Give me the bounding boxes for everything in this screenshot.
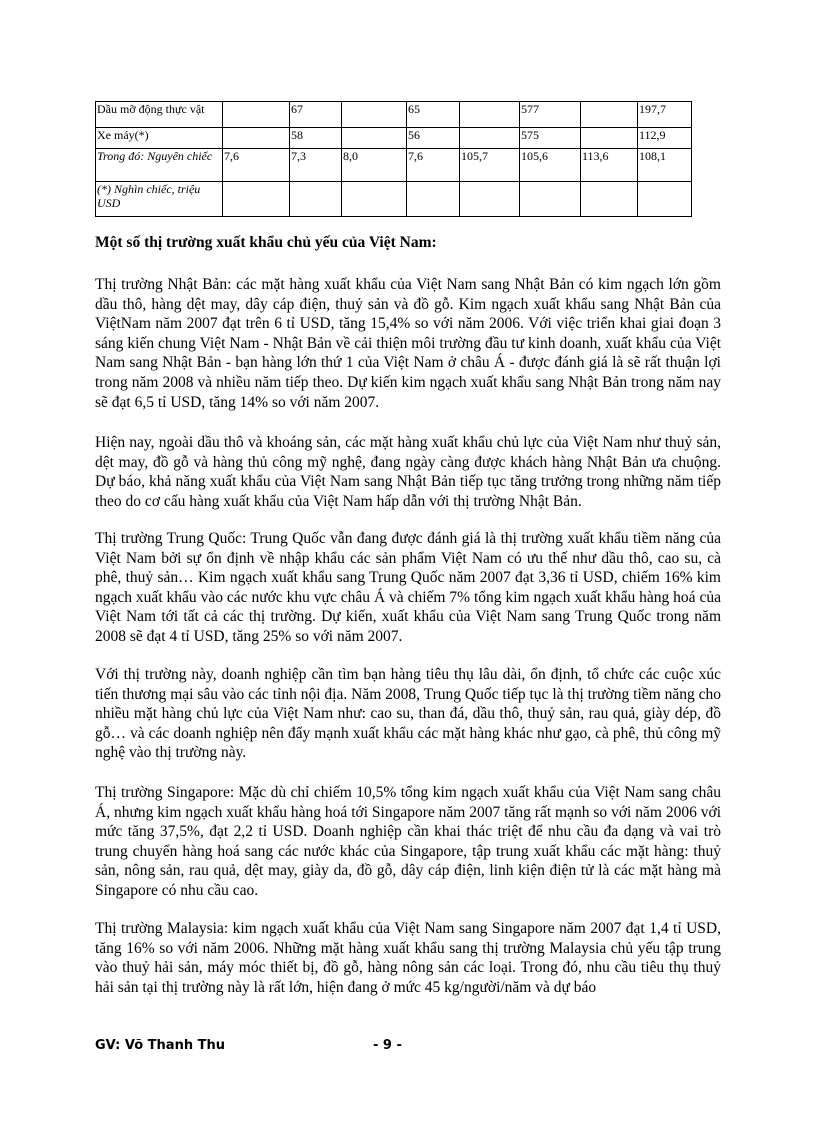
table-cell: 56	[407, 128, 460, 149]
table-cell: 113,6	[581, 149, 638, 182]
table-cell: 65	[407, 102, 460, 128]
table-cell	[342, 102, 407, 128]
footer-author: GV: Võ Thanh Thu	[95, 1038, 225, 1053]
table-cell: 7,6	[223, 149, 290, 182]
table-cell	[581, 102, 638, 128]
table-cell: 577	[520, 102, 581, 128]
section-heading: Một số thị trường xuất khẩu chủ yếu của Việt Nam:	[95, 234, 437, 251]
table-cell	[407, 182, 460, 217]
paragraph-japan: Thị trường Nhật Bản: các mặt hàng xuất khẩu của Việt Nam sang Nhật Bản có kim ngạch lớn gồm dầu thô, hàng dệt may, dây cáp điện, thuỷ sản và đồ gỗ. Kim ngạch xuất khẩu sang Nhật Bản của ViệtNam năm 2007 đạt trên 6 tỉ USD, tăng 15,4% so với năm 2006. Với việc triển khai giai đoạn 3 sáng kiến chung Việt Nam - Nhật Bản về cải thiện môi trường đầu tư kinh doanh, xuất khẩu của Việt Nam sang Nhật Bản - bạn hàng lớn thứ 1 của Việt Nam ở châu Á - được đánh giá là sẽ rất thuận lợi trong năm 2008 và nhiều năm tiếp theo. Dự kiến kim ngạch xuất khẩu sang Nhật Bản trong năm nay sẽ đạt 6,5 tỉ USD, tăng 14% so với năm 2007.	[95, 276, 721, 411]
table-cell: 108,1	[638, 149, 692, 182]
table-cell	[223, 182, 290, 217]
table-cell: 8,0	[342, 149, 407, 182]
table-cell	[638, 182, 692, 217]
paragraph-japan-outlook: Hiện nay, ngoài dầu thô và khoáng sản, các mặt hàng xuất khẩu chủ lực của Việt Nam như thuỷ sản, dệt may, đồ gỗ và hàng thủ công mỹ nghệ, đang ngày càng được khách hàng Nhật Bản ưa chuộng. Dự báo, khả năng xuất khẩu của Việt Nam sang Nhật Bản tiếp tục tăng trưởng trong những năm tiếp theo do cơ cấu hàng xuất khẩu của Việt Nam hấp dẫn với thị trường Nhật Bản.	[95, 434, 721, 510]
table-cell: 67	[290, 102, 342, 128]
table-row	[96, 182, 692, 217]
table-cell	[290, 182, 342, 217]
table-cell	[342, 128, 407, 149]
table-row-label: Xe máy(*)	[96, 128, 223, 149]
table-cell	[460, 102, 520, 128]
footer-page-number: - 9 -	[373, 1038, 402, 1053]
table-cell	[342, 182, 407, 217]
table-row	[96, 102, 692, 128]
export-data-table	[95, 101, 692, 217]
table-row	[96, 149, 692, 182]
table-cell: 7,6	[407, 149, 460, 182]
table-cell: 575	[520, 128, 581, 149]
table-cell	[581, 128, 638, 149]
table-cell	[460, 182, 520, 217]
table-row-label: Dầu mỡ động thực vật	[96, 102, 223, 128]
table-cell	[520, 182, 581, 217]
table-cell: 105,6	[520, 149, 581, 182]
table-cell	[460, 128, 520, 149]
table-row-label: (*) Nghìn chiếc, triệu USD	[96, 182, 223, 217]
paragraph-china-outlook: Với thị trường này, doanh nghiệp cần tìm bạn hàng tiêu thụ lâu dài, ổn định, tổ chức các cuộc xúc tiến thương mại sâu vào các tỉnh nội địa. Năm 2008, Trung Quốc tiếp tục là thị trường tiềm năng cho nhiều mặt hàng chủ lực của Việt Nam như: cao su, than đá, dầu thô, thuỷ sản, rau quả, giày dép, đồ gỗ… và các doanh nghiệp nên đẩy mạnh xuất khẩu các mặt hàng khác như gạo, cà phê, thủ công mỹ nghệ vào thị trường này.	[95, 666, 721, 762]
table-row-label: Trong đó: Nguyên chiếc	[96, 149, 223, 182]
paragraph-malaysia: Thị trường Malaysia: kim ngạch xuất khẩu của Việt Nam sang Singapore năm 2007 đạt 1,4 tỉ USD, tăng 16% so với năm 2006. Những mặt hàng xuất khẩu sang thị trường Malaysia chủ yếu tập trung vào thuỷ hải sản, máy móc thiết bị, đồ gỗ, hàng nông sản các loại. Trong đó, nhu cầu tiêu thụ thuỷ hải sản tại thị trường này là rất lớn, hiện đang ở mức 45 kg/người/năm và dự báo	[95, 920, 721, 996]
table-cell: 58	[290, 128, 342, 149]
paragraph-singapore: Thị trường Singapore: Mặc dù chỉ chiếm 10,5% tổng kim ngạch xuất khẩu của Việt Nam sang châu Á, nhưng kim ngạch xuất khẩu hàng hoá tới Singapore năm 2007 tăng rất mạnh so với năm 2006 với mức tăng 37,5%, đạt 2,2 tỉ USD. Doanh nghiệp cần khai thác triệt để nhu cầu đa dạng và vai trò trung chuyển hàng hoá sang các nước khác của Singapore, tập trung xuất khẩu các mặt hàng: thuỷ sản, nông sản, rau quả, dệt may, giày da, đồ gỗ, dây cáp điện, linh kiện điện tử là các mặt hàng mà Singapore có nhu cầu cao.	[95, 784, 721, 899]
table-cell	[581, 182, 638, 217]
table-cell	[223, 102, 290, 128]
table-cell: 197,7	[638, 102, 692, 128]
table-cell	[223, 128, 290, 149]
table-row	[96, 128, 692, 149]
table-cell: 7,3	[290, 149, 342, 182]
table-cell: 105,7	[460, 149, 520, 182]
paragraph-china: Thị trường Trung Quốc: Trung Quốc vẫn đang được đánh giá là thị trường xuất khẩu tiềm năng của Việt Nam bởi sự ổn định về nhập khẩu các sản phẩm Việt Nam có ưu thế như dầu thô, cao su, cà phê, thuỷ sản… Kim ngạch xuất khẩu sang Trung Quốc năm 2007 đạt 3,36 tỉ USD, chiếm 16% kim ngạch xuất khẩu vào các nước khu vực châu Á và chiếm 7% tổng kim ngạch xuất khẩu hàng hoá của Việt Nam tới tất cả các thị trường. Dự kiến, xuất khẩu của Việt Nam sang Trung Quốc trong năm 2008 sẽ đạt 4 tỉ USD, tăng 25% so với năm 2007.	[95, 530, 721, 645]
table-cell: 112,9	[638, 128, 692, 149]
